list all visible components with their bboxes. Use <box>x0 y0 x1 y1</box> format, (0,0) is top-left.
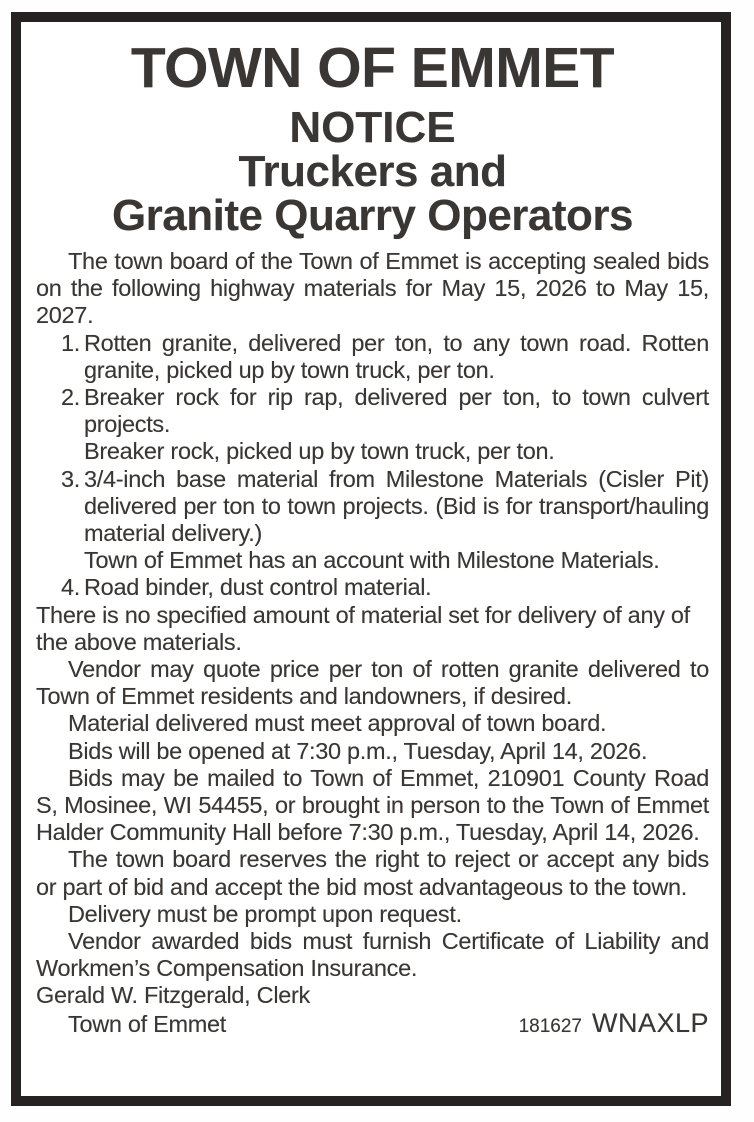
bid-item-2-number: 2. <box>61 384 80 411</box>
notice-subtitle: NOTICE <box>289 103 456 152</box>
bid-item-3-text: 3/4-inch base material from Milestone Materials (Cisler Pit) delivered per ton to town projects. (Bid is for transport/​hauling material delivery.) <box>84 465 709 547</box>
ad-footer-tag <box>518 1007 709 1040</box>
ad-number: 181627 <box>518 1015 582 1037</box>
bid-item-3-number: 3. <box>61 465 80 492</box>
bid-item-2-text: Breaker rock for rip rap, delivered per ton, to town culvert projects. <box>84 384 709 438</box>
para-bid-opening: Bids will be opened at 7:30 p.m., Tuesday, April 14, 2026. <box>68 737 648 764</box>
bid-item-4-text: Road binder, dust control material. <box>84 574 432 601</box>
bid-item-2 <box>61 384 709 466</box>
intro-paragraph: The town board of the Town of Emmet is accepting sealed bids on the following highway materials for May 15, 2026 to May 15, 2027. <box>36 248 709 329</box>
para-vendor-quote: Vendor may quote price per ton of rotten granite delivered to Town of Emmet residents and landowners, if desired. <box>36 656 709 710</box>
bid-item-4-number: 4. <box>61 574 80 601</box>
notice-content <box>21 36 721 1046</box>
page-title: TOWN OF EMMET <box>130 36 615 100</box>
para-insurance: Vendor awarded bids must furnish Certificate of Liability and Workmen’s Compensation Insurance. <box>36 928 709 982</box>
signature-town: Town of Emmet <box>68 1010 227 1037</box>
para-no-specified-amount: There is no specified amount of material set for delivery of any of the above materials. <box>36 601 690 655</box>
bid-item-1-number: 1. <box>61 329 80 356</box>
bid-item-1-text: Rotten granite, delivered per ton, to any town road. Rotten granite, picked up by town truck, per ton. <box>84 329 709 383</box>
ad-code: WNAXLP <box>591 1007 709 1038</box>
bid-item-3 <box>61 465 709 575</box>
signature-clerk: Gerald W. Fitzgerald, Clerk <box>36 982 310 1009</box>
para-material-approval: Material delivered must meet approval of town board. <box>68 710 607 737</box>
para-delivery-prompt: Delivery must be prompt upon request. <box>68 900 462 927</box>
para-bid-mailing: Bids may be mailed to Town of Emmet, 210901 County Road S, Mosinee, WI 54455, or brought in person to the Town of Emmet Halder Community Hall before 7:30 p.m., Tuesday, April 14, 2026. <box>36 764 709 846</box>
audience-heading-line-1: Truckers and <box>238 147 507 196</box>
notice-border-frame <box>11 12 731 1106</box>
para-board-rights: The town board reserves the right to reject or accept any bids or part of bid and accept the bid most advantageous to the town. <box>36 846 709 900</box>
signature-row <box>36 1007 709 1040</box>
bid-item-2-note: Breaker rock, picked up by town truck, per ton. <box>84 438 555 465</box>
audience-heading-line-2: Granite Quarry Operators <box>111 191 634 240</box>
bid-item-1 <box>61 329 709 384</box>
bid-item-3-note: Town of Emmet has an account with Milestone Materials. <box>84 547 660 574</box>
bid-item-4 <box>61 574 709 601</box>
notice-body <box>36 248 709 1040</box>
